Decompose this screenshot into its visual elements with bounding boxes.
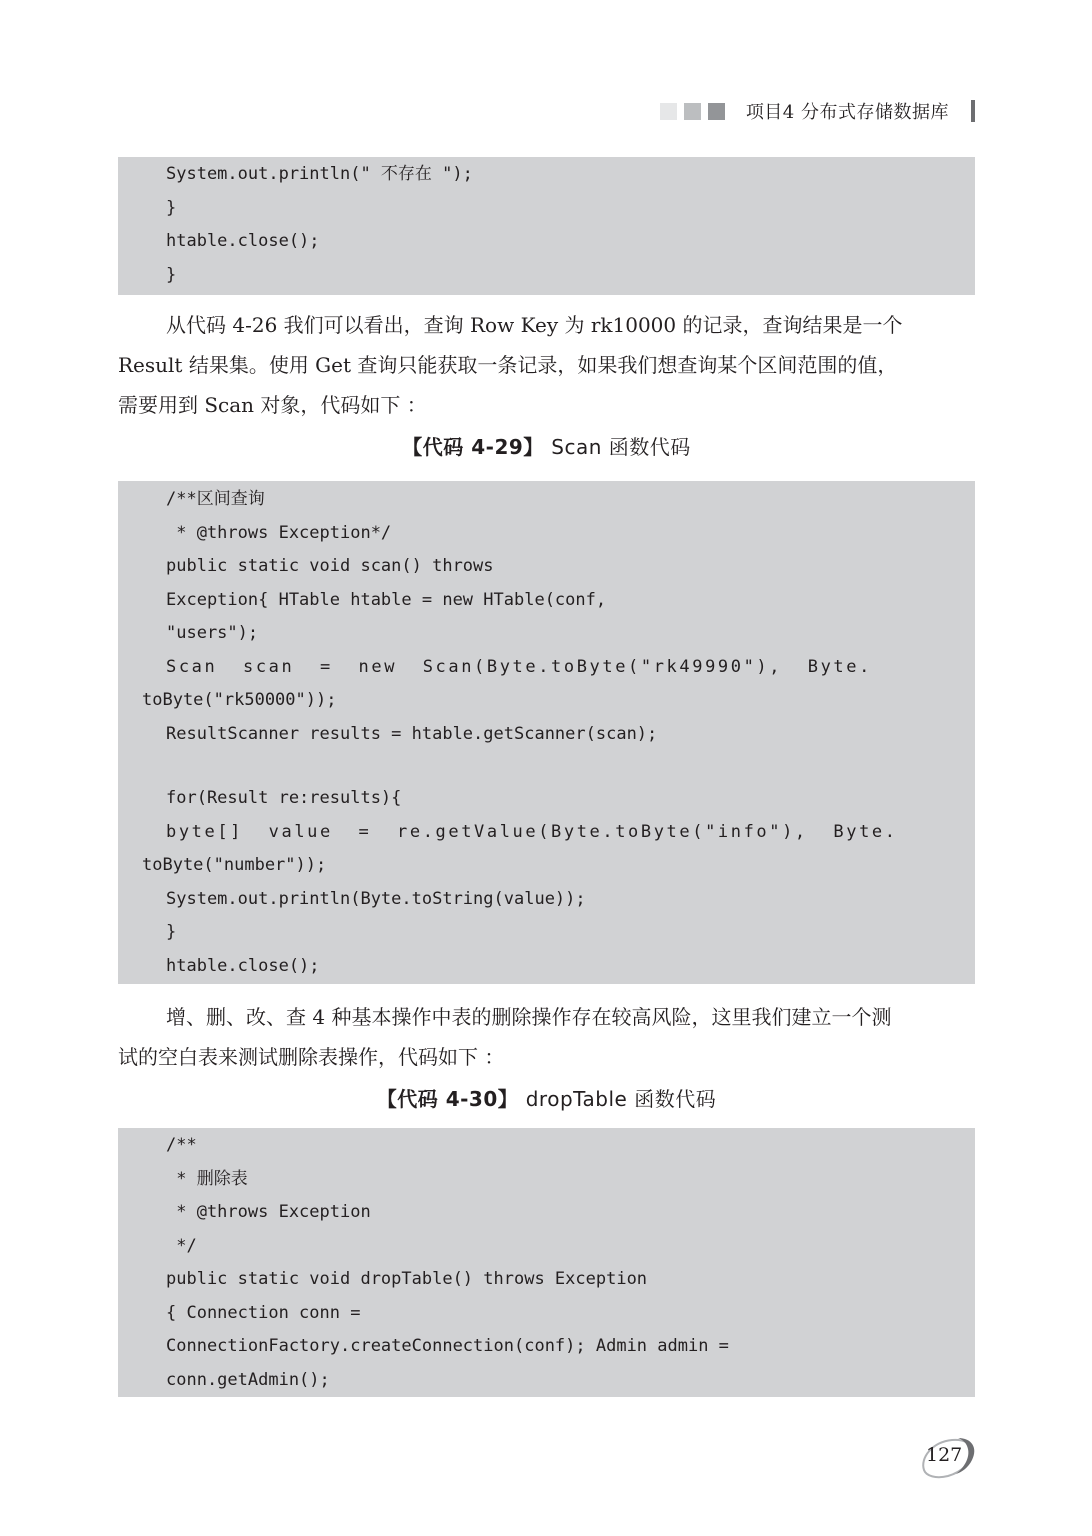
code-line: * 删除表 xyxy=(166,1168,248,1189)
code-line: * @throws Exception*/ xyxy=(166,522,392,543)
header-square-1 xyxy=(660,103,677,120)
code-line: /** xyxy=(166,1135,197,1155)
page-number xyxy=(918,1432,978,1482)
paragraph-line: 需要用到 Scan 对象，代码如下 ： xyxy=(118,393,427,417)
code-line: } xyxy=(166,264,177,285)
code-line: System.out.println(Byte.toString(value)); xyxy=(166,888,586,909)
code-line: "users"); xyxy=(166,623,259,643)
code-line: } xyxy=(166,922,177,942)
code-line: * @throws Exception xyxy=(166,1202,371,1222)
code-blank-line xyxy=(166,751,975,782)
code-caption-4-29 xyxy=(118,431,975,460)
code-line: byte[] value = re.getValue(Byte.toByte("info"), Byte. xyxy=(166,821,898,842)
body-paragraph-1 xyxy=(118,305,975,425)
code-line: Scan scan = new Scan(Byte.toByte("rk49990"), Byte. xyxy=(166,656,872,677)
code-block-2 xyxy=(118,481,975,984)
code-block-3 xyxy=(118,1128,975,1397)
code-block-1 xyxy=(118,157,975,295)
code-line: { Connection conn = xyxy=(166,1302,361,1323)
code-line: } xyxy=(166,197,177,218)
paragraph-line: 增、删、改、查 4 种基本操作中表的删除操作存在较高风险，这里我们建立一个测 xyxy=(166,1005,892,1029)
header-square-3 xyxy=(708,103,725,120)
code-line: toByte("rk50000")); xyxy=(142,690,337,710)
code-line: public static void scan() throws xyxy=(166,556,494,576)
code-line: ResultScanner results = htable.getScanner(scan); xyxy=(166,723,658,744)
paragraph-line: 试的空白表来测试删除表操作，代码如下 ： xyxy=(118,1045,505,1069)
paragraph-line: Result 结果集。使用 Get 查询只能获取一条记录，如果我们想查询某个区间范围的值， xyxy=(118,353,898,377)
code-line: Exception{ HTable htable = new HTable(conf, xyxy=(166,589,607,610)
code-line: System.out.println(" 不存在 "); xyxy=(166,164,473,184)
body-paragraph-2 xyxy=(118,997,975,1077)
code-caption-4-30 xyxy=(118,1083,975,1112)
running-header xyxy=(660,98,975,124)
code-line: conn.getAdmin(); xyxy=(166,1369,330,1390)
code-line: /**区间查询 xyxy=(166,489,265,509)
code-line: htable.close(); xyxy=(166,231,320,251)
code-line: */ xyxy=(166,1235,197,1256)
code-line: for(Result re:results){ xyxy=(166,788,402,808)
code-line: htable.close(); xyxy=(166,955,320,976)
caption-title: Scan 函数代码 xyxy=(551,435,691,459)
code-line: ConnectionFactory.createConnection(conf); Admin admin = xyxy=(166,1336,729,1356)
header-title: 项目4 分布式存储数据库 xyxy=(745,102,949,123)
code-line: toByte("number")); xyxy=(142,855,327,875)
caption-label: 【代码 4-29】 xyxy=(402,435,544,459)
page-number-text: 127 xyxy=(926,1444,963,1466)
paragraph-line: 从代码 4-26 我们可以看出，查询 Row Key 为 rk10000 的记录，查询结果是一个 xyxy=(166,313,903,337)
code-line: public static void dropTable() throws Exception xyxy=(166,1269,648,1289)
header-square-2 xyxy=(684,103,701,120)
caption-title: dropTable 函数代码 xyxy=(525,1087,717,1111)
header-bar xyxy=(971,100,975,122)
caption-label: 【代码 4-30】 xyxy=(376,1087,519,1111)
